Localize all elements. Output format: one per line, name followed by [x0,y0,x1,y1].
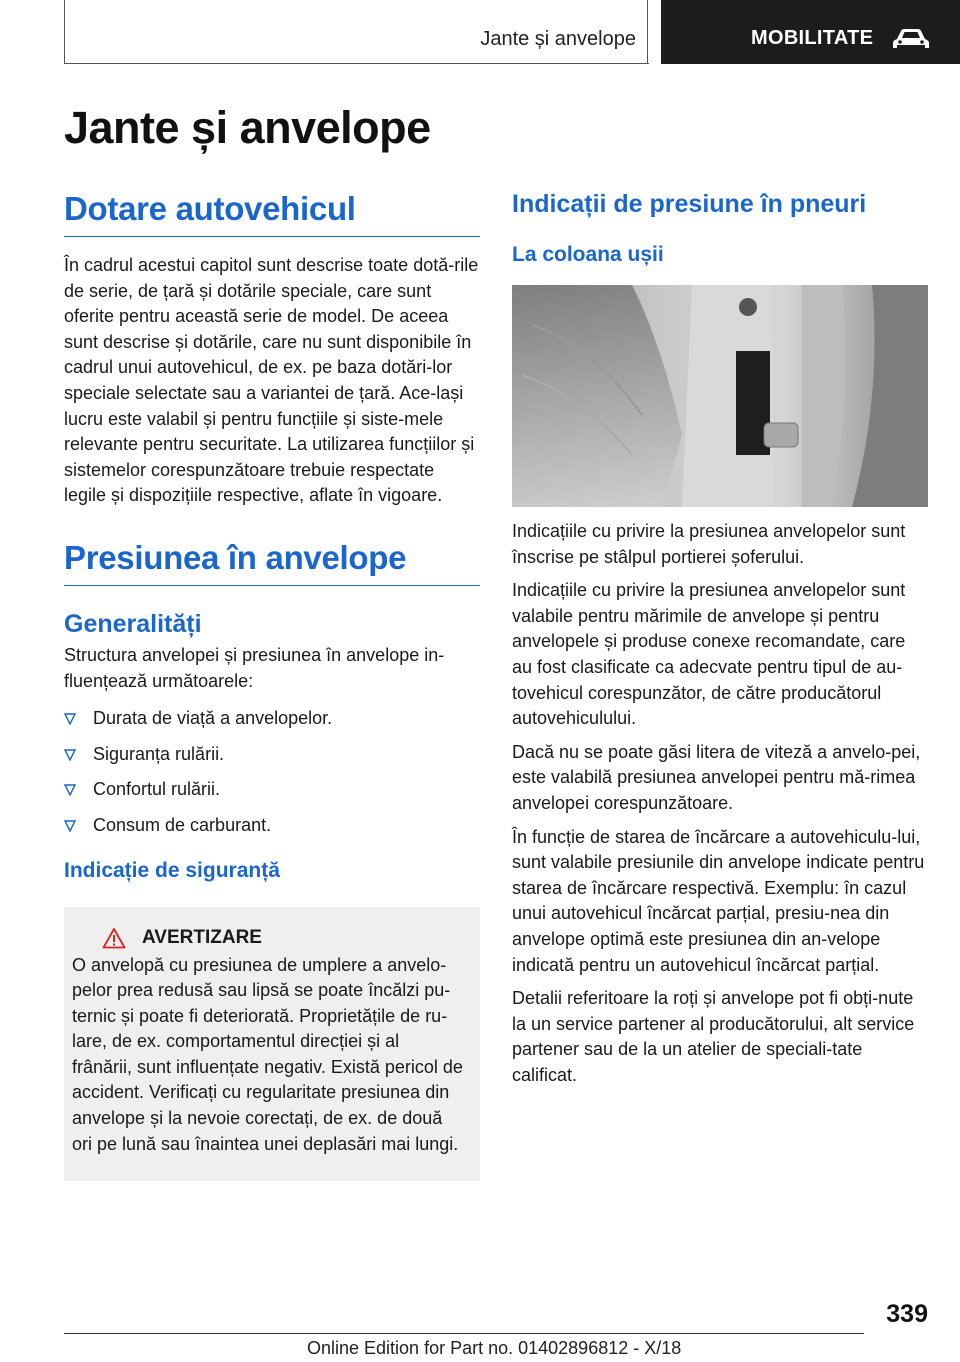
list-item: Confortul rulării. [64,777,480,803]
warning-box [64,907,480,1182]
footer-edition-text: Online Edition for Part no. 01402896812 - X/18 [307,1338,682,1358]
subheading-door-pillar: La coloana ușii [512,243,664,266]
section-heading-pressure-info: Indicații de presiune în pneuri [512,190,867,218]
triangle-bullet-icon [64,820,76,832]
warning-title-row [72,927,464,949]
car-icon [891,26,931,52]
pressure-paragraph-1: Indicațiile cu privire la presiunea anvelopelor sunt înscrise pe stâlpul portierei șoferului. [512,521,906,567]
pressure-paragraph-3: Dacă nu se poate găsi litera de viteză a anvelo-pei, este valabilă presiunea anvelopei pentru mă-rimea anvelopei corespunzătoare. [512,741,921,813]
page-title: Jante și anvelope [64,102,431,153]
warning-title: AVERTIZARE [142,926,262,948]
pressure-paragraph-5: Detalii referitoare la roți și anvelope pot fi obți-nute la un service partener al producătorului, alt service partener sau de la un atelier de speciali-tate calificat. [512,988,915,1085]
header-divider [647,0,648,64]
list-item: Consum de carburant. [64,813,480,839]
header-bottom-rule [64,63,649,64]
right-column [512,190,928,1088]
list-item: Siguranța rulării. [64,742,480,768]
left-column [64,190,480,1181]
general-intro: Structura anvelopei și presiunea în anvelope in-fluențează următoarele: [64,644,445,691]
footer-rule [64,1333,864,1334]
influence-list [64,706,480,838]
subheading-general: Generalități [64,609,202,638]
equipment-paragraph: În cadrul acestui capitol sunt descrise toate dotă-rile de serie, de țară și dotările speciale, care sunt oferite pentru această serie de model. De aceea sunt descrise și dotările, care nu sunt disponibile în cadrul unui autovehicul, de ex. pe baza dotări-lor speciale selectate sau a variantei de țară. Ace-lași lucru este valabil și pentru funcțiile și siste-mele relevante pentru securitate. La utilizarea funcțiilor și sistemelor corespunzătoare trebuie respectate legile și dispozițiile respective, aflate în vigoare. [64,255,479,506]
section-heading-tire-pressure: Presiunea în anvelope [64,539,480,586]
page-number: 339 [886,1300,928,1328]
triangle-bullet-icon [64,713,76,725]
triangle-bullet-icon [64,749,76,761]
warning-body: O anvelopă cu presiunea de umplere a anvelo-pelor prea redusă sau lipsă se poate încălzi pu-ternic și poate fi deteriorată. Proprietățile de ru-lare, de ex. comportamentul direcției și al frânării, sunt influențate negativ. Există pericol de accident. Verificați cu regularitate presiunea din anvelope și la nevoie corectați, de ex. de două ori pe lună sau înaintea unei deplasări mai lungi. [72,954,463,1154]
pressure-paragraph-2: Indicațiile cu privire la presiunea anvelopelor sunt valabile pentru mărimile de anvelope și pentru anvelopele și produse conexe recomandate, care au fost clasificate ca adecvate pentru tipul de au-tovehicul corespunzător, de către producătorul autovehiculului. [512,580,906,729]
door-pillar-photo [512,285,928,507]
header-section-title: Jante și anvelope [480,28,636,50]
subheading-safety-note: Indicație de siguranță [64,858,280,882]
triangle-bullet-icon [64,784,76,796]
list-item: Durata de viață a anvelopelor. [64,706,480,732]
header-chapter-tab[interactable] [661,0,960,64]
warning-triangle-icon [102,927,126,949]
section-heading-equipment: Dotare autovehicul [64,190,480,237]
pressure-paragraph-4: În funcție de starea de încărcare a autovehiculu-lui, sunt valabile presiunile din anvelope indicate pentru starea de încărcare respectivă. Exemplu: în cazul unui autovehicul încărcat parțial, presiu-nea din anvelope optimă este presiunea din an-velope indicată pentru un autovehicul încărcat parțial. [512,826,925,975]
header-chapter-label: MOBILITATE [751,27,874,49]
header-left-rule [64,0,65,64]
